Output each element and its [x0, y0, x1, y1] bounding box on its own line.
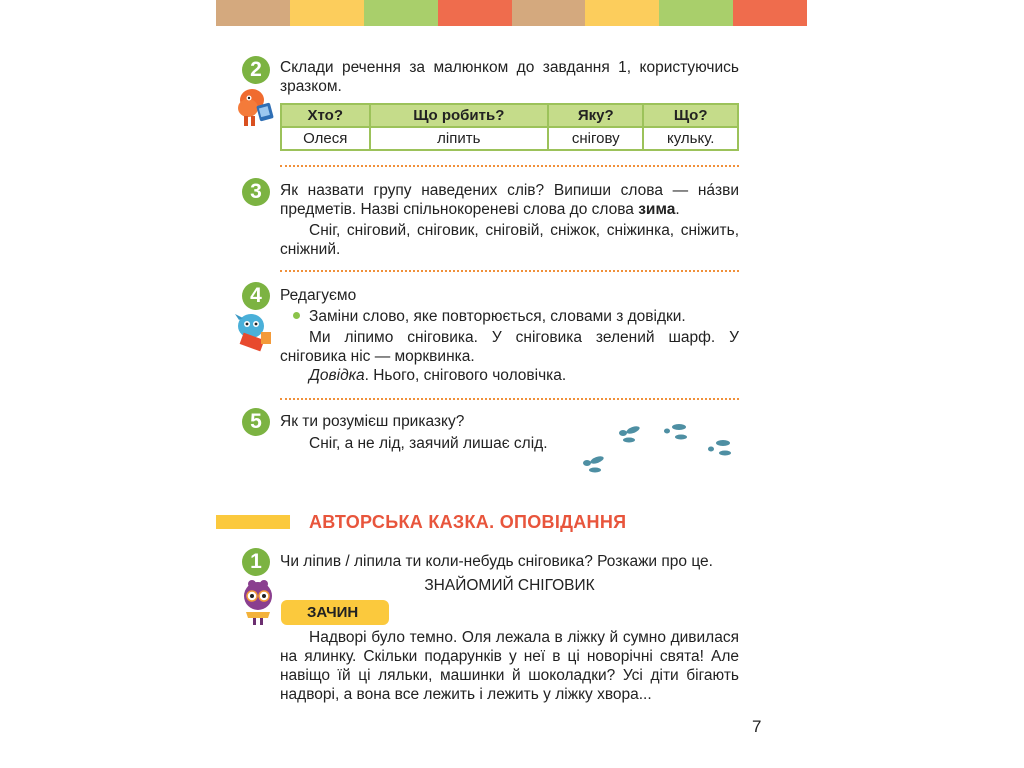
- color-stripe-2: [290, 0, 364, 26]
- table-header-row: [281, 104, 738, 127]
- purple-character-icon: [238, 578, 278, 626]
- bullet-dot: [293, 312, 300, 319]
- table-header: Що робить?: [370, 104, 549, 127]
- dotted-divider: [280, 270, 739, 272]
- task-4-instruction: Заміни слово, яке повторюється, словами з довідки.: [309, 308, 686, 325]
- task-number-4: 4: [242, 282, 270, 310]
- task-number-1: 1: [242, 548, 270, 576]
- section-title: АВТОРСЬКА КАЗКА. ОПОВІДАННЯ: [309, 512, 627, 532]
- task-3-keyword: зима: [638, 201, 676, 218]
- sentence-pattern-table: [280, 103, 739, 151]
- table-cell: Олеся: [281, 127, 370, 150]
- task-5-proverb: Сніг, а не лід, заячий лишає слід.: [309, 435, 548, 452]
- task-4-help: [309, 366, 739, 385]
- task-number-3: 3: [242, 178, 270, 206]
- help-text: . Нього, снігового чоловічка.: [364, 367, 567, 384]
- task-3-text-pre: Як назвати групу наведених слів? Випиши слова — на́зви предметів. Назві спільнокореневі слова до слова: [280, 182, 739, 218]
- color-stripe-4: [438, 0, 512, 26]
- task-4-sentence: Ми ліпимо сніговика. У сніговика зелений шарф. У сніговика ніс — морквинка.: [280, 329, 739, 365]
- page-number: 7: [752, 717, 762, 736]
- color-stripe-8: [733, 0, 807, 26]
- color-stripe-6: [585, 0, 659, 26]
- story-title: ЗНАЙОМИЙ СНІГОВИК: [424, 577, 595, 594]
- orange-character-icon: [236, 86, 276, 128]
- task-3-words: Сніг, сніговий, сніговик, сніговій, сніжок, сніжинка, сніжить, сніжний.: [280, 222, 739, 258]
- table-cell: кульку.: [643, 127, 738, 150]
- table-header: Що?: [643, 104, 738, 127]
- task-2-text: Склади речення за малюнком до завдання 1, користуючись зразком.: [280, 59, 739, 95]
- table-row: [281, 127, 738, 150]
- color-stripe-5: [512, 0, 586, 26]
- task-3-text-post: .: [675, 201, 680, 218]
- story-paragraph: Надворі було темно. Оля лежала в ліжку й сумно дивилася на ялинку. Скільки подарунків у неї в ці новорічні свята! Але навіщо їй ці ляльки, машинки й шоколадки? Усі діти бігають надворі, а вона все лежить і лежить у ліжку хвора...: [280, 629, 739, 703]
- task-1-text: Чи ліпив / ліпила ти коли-небудь сніговика? Розкажи про це.: [280, 553, 713, 570]
- task-number-5: 5: [242, 408, 270, 436]
- color-stripe-3: [364, 0, 438, 26]
- task-3-text: [280, 181, 739, 219]
- color-header-bar: [216, 0, 807, 26]
- rabbit-tracks-icon: [575, 415, 740, 475]
- task-number-2: 2: [242, 56, 270, 84]
- zachin-label: ЗАЧИН: [281, 600, 389, 625]
- color-stripe-1: [216, 0, 290, 26]
- table-header: Яку?: [548, 104, 643, 127]
- table-header: Хто?: [281, 104, 370, 127]
- task-5-question: Як ти розумієш приказку?: [280, 413, 465, 430]
- dotted-divider: [280, 165, 739, 167]
- table-cell: снігову: [548, 127, 643, 150]
- help-label: Довідка: [309, 367, 365, 384]
- color-stripe-7: [659, 0, 733, 26]
- section-marker-bar: [216, 515, 290, 529]
- blue-character-icon: [233, 310, 277, 354]
- dotted-divider: [280, 398, 739, 400]
- table-cell: ліпить: [370, 127, 549, 150]
- task-4-title: Редагуємо: [280, 287, 357, 304]
